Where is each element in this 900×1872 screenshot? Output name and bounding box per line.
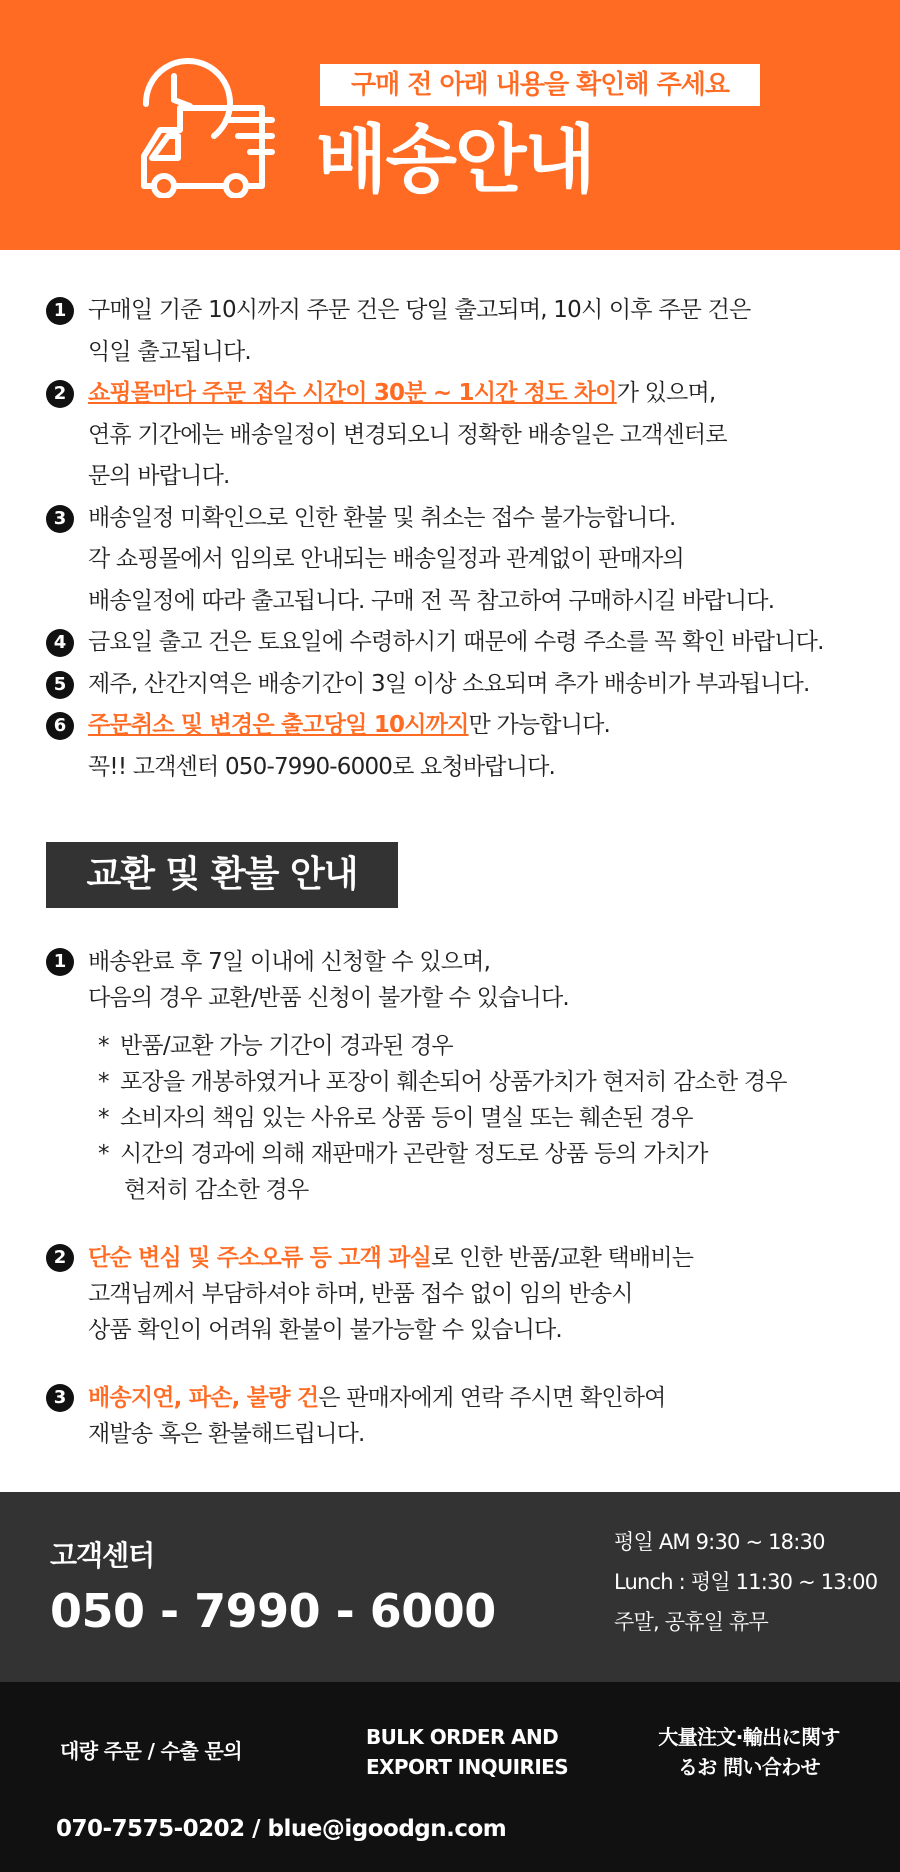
item-text-line <box>88 705 824 747</box>
item-text-line <box>88 944 787 980</box>
item-text-line <box>88 539 824 581</box>
shipping-item <box>46 290 824 373</box>
exception-text: 시간의 경과에 의해 재판매가 곤란할 정도로 상품 등의 가치가 <box>120 1141 708 1167</box>
highlight-text: 쇼핑몰마다 주문 접수 시간이 30분 ~ 1시간 정도 차이 <box>88 380 617 406</box>
exception-item <box>88 1064 787 1100</box>
highlight-text: 단순 변심 및 주소오류 등 고객 과실 <box>88 1245 432 1271</box>
item-text-line <box>88 980 787 1016</box>
text-segment: 상품 확인이 어려워 환불이 불가능할 수 있습니다. <box>88 1317 562 1343</box>
number-badge: 2 <box>46 380 74 408</box>
bulk-order-english-line: EXPORT INQUIRIES <box>366 1755 569 1779</box>
bulk-order-contact[interactable]: 070-7575-0202 / blue@igoodgn.com <box>56 1816 507 1842</box>
exception-item <box>88 1028 787 1064</box>
item-text-line <box>88 664 824 706</box>
item-text-line <box>88 747 824 789</box>
number-badge: 5 <box>46 671 74 699</box>
item-text-line <box>88 332 824 374</box>
number-badge: 4 <box>46 629 74 657</box>
exception-text: 포장을 개봉하였거나 포장이 훼손되어 상품가치가 현저히 감소한 경우 <box>120 1069 787 1095</box>
number-badge: 1 <box>46 948 74 976</box>
exception-text: 소비자의 책임 있는 사유로 상품 등이 멸실 또는 훼손된 경우 <box>120 1105 693 1131</box>
asterisk-icon: * <box>98 1141 109 1167</box>
item-text-line <box>88 456 824 498</box>
shipping-item <box>46 498 824 623</box>
exception-item <box>88 1100 787 1136</box>
item-text-line <box>88 415 824 457</box>
text-segment: 구매일 기준 10시까지 주문 건은 당일 출고되며, 10시 이후 주문 건은 <box>88 297 751 323</box>
exception-text: 현저히 감소한 경우 <box>124 1177 309 1203</box>
text-segment: 연휴 기간에는 배송일정이 변경되오니 정확한 배송일은 고객센터로 <box>88 421 727 448</box>
item-text-line <box>88 498 824 540</box>
shipping-item <box>46 664 824 706</box>
text-segment: 꼭!! 고객센터 050-7990-6000로 요청바랍니다. <box>88 753 556 780</box>
text-segment: 금요일 출고 건은 토요일에 수령하시기 때문에 수령 주소를 꼭 확인 바랍니다. <box>88 629 824 655</box>
section-title-exchange: 교환 및 환불 안내 <box>46 842 398 908</box>
shipping-item <box>46 373 824 498</box>
customer-center-panel <box>0 1492 900 1682</box>
exception-list <box>88 1028 787 1208</box>
text-segment: 로 인한 반품/교환 택배비는 <box>431 1245 694 1271</box>
number-badge: 1 <box>46 297 74 325</box>
customer-center-phone[interactable]: 050 - 7990 - 6000 <box>50 1584 496 1638</box>
number-badge: 2 <box>46 1244 74 1272</box>
text-segment: 만 가능합니다. <box>468 712 611 738</box>
text-segment: 익일 출고됩니다. <box>88 338 251 365</box>
exchange-item <box>46 1240 787 1348</box>
exchange-item <box>46 944 787 1208</box>
bulk-order-japanese <box>654 1722 844 1782</box>
text-segment: 제주, 산간지역은 배송기간이 3일 이상 소요되며 추가 배송비가 부과됩니다. <box>88 670 810 697</box>
bulk-order-footer <box>0 1682 900 1872</box>
item-text-line <box>88 622 824 664</box>
exception-item <box>88 1136 787 1208</box>
highlight-text: 주문취소 및 변경은 출고당일 10시까지 <box>88 712 469 738</box>
item-text-line <box>88 1416 787 1452</box>
delivery-truck-clock-icon <box>138 58 278 198</box>
bulk-order-english <box>366 1722 568 1782</box>
hours-weekend: 주말, 공휴일 휴무 <box>614 1610 769 1634</box>
hours-weekday: 평일 AM 9:30 ~ 18:30 <box>614 1530 825 1554</box>
text-segment: 은 판매자에게 연락 주시면 확인하여 <box>318 1385 666 1411</box>
text-segment: 배송완료 후 7일 이내에 신청할 수 있으며, <box>88 949 491 975</box>
item-text-line <box>88 373 824 415</box>
asterisk-icon: * <box>98 1105 109 1131</box>
shipping-item <box>46 705 824 788</box>
text-segment: 문의 바랍니다. <box>88 463 230 489</box>
text-segment: 배송일정 미확인으로 인한 환불 및 취소는 접수 불가능합니다. <box>88 504 676 531</box>
exchange-item <box>46 1380 787 1452</box>
hours-lunch: Lunch : 평일 11:30 ~ 13:00 <box>614 1570 878 1594</box>
text-segment: 각 쇼핑몰에서 임의로 안내되는 배송일정과 관계없이 판매자의 <box>88 546 684 572</box>
item-text-line <box>88 290 824 332</box>
item-text-line <box>88 1380 787 1416</box>
text-segment: 배송일정에 따라 출고됩니다. 구매 전 꼭 참고하여 구매하시길 바랍니다. <box>88 587 775 614</box>
text-segment: 재발송 혹은 환불해드립니다. <box>88 1421 365 1447</box>
text-segment: 다음의 경우 교환/반품 신청이 불가할 수 있습니다. <box>88 985 569 1011</box>
item-text-line <box>88 581 824 623</box>
shipping-item <box>46 622 824 664</box>
header-subtitle: 구매 전 아래 내용을 확인해 주세요 <box>320 64 760 106</box>
asterisk-icon: * <box>98 1033 109 1059</box>
highlight-text: 배송지연, 파손, 불량 건 <box>88 1385 319 1411</box>
bulk-order-japanese-line: 大量注文·輸出に関す <box>658 1725 840 1749</box>
bulk-order-korean: 대량 주문 / 수출 문의 <box>60 1739 242 1763</box>
text-segment: 고객님께서 부담하셔야 하며, 반품 접수 없이 임의 반송시 <box>88 1281 633 1307</box>
text-segment: 가 있으며, <box>616 380 716 406</box>
item-text-line <box>88 1240 787 1276</box>
item-text-line <box>88 1276 787 1312</box>
business-hours <box>614 1522 877 1642</box>
bulk-order-japanese-line: るお 問い合わせ <box>677 1755 821 1779</box>
page-title: 배송안내 <box>316 117 594 203</box>
shipping-info-list <box>46 290 824 788</box>
header-banner <box>0 0 900 250</box>
item-text-line <box>88 1312 787 1348</box>
number-badge: 3 <box>46 505 74 533</box>
number-badge: 3 <box>46 1384 74 1412</box>
asterisk-icon: * <box>98 1069 109 1095</box>
exchange-info-list <box>46 944 787 1452</box>
number-badge: 6 <box>46 712 74 740</box>
customer-center-label: 고객센터 <box>50 1539 155 1572</box>
exception-text: 반품/교환 가능 기간이 경과된 경우 <box>120 1033 453 1059</box>
bulk-order-english-line: BULK ORDER AND <box>366 1725 559 1749</box>
